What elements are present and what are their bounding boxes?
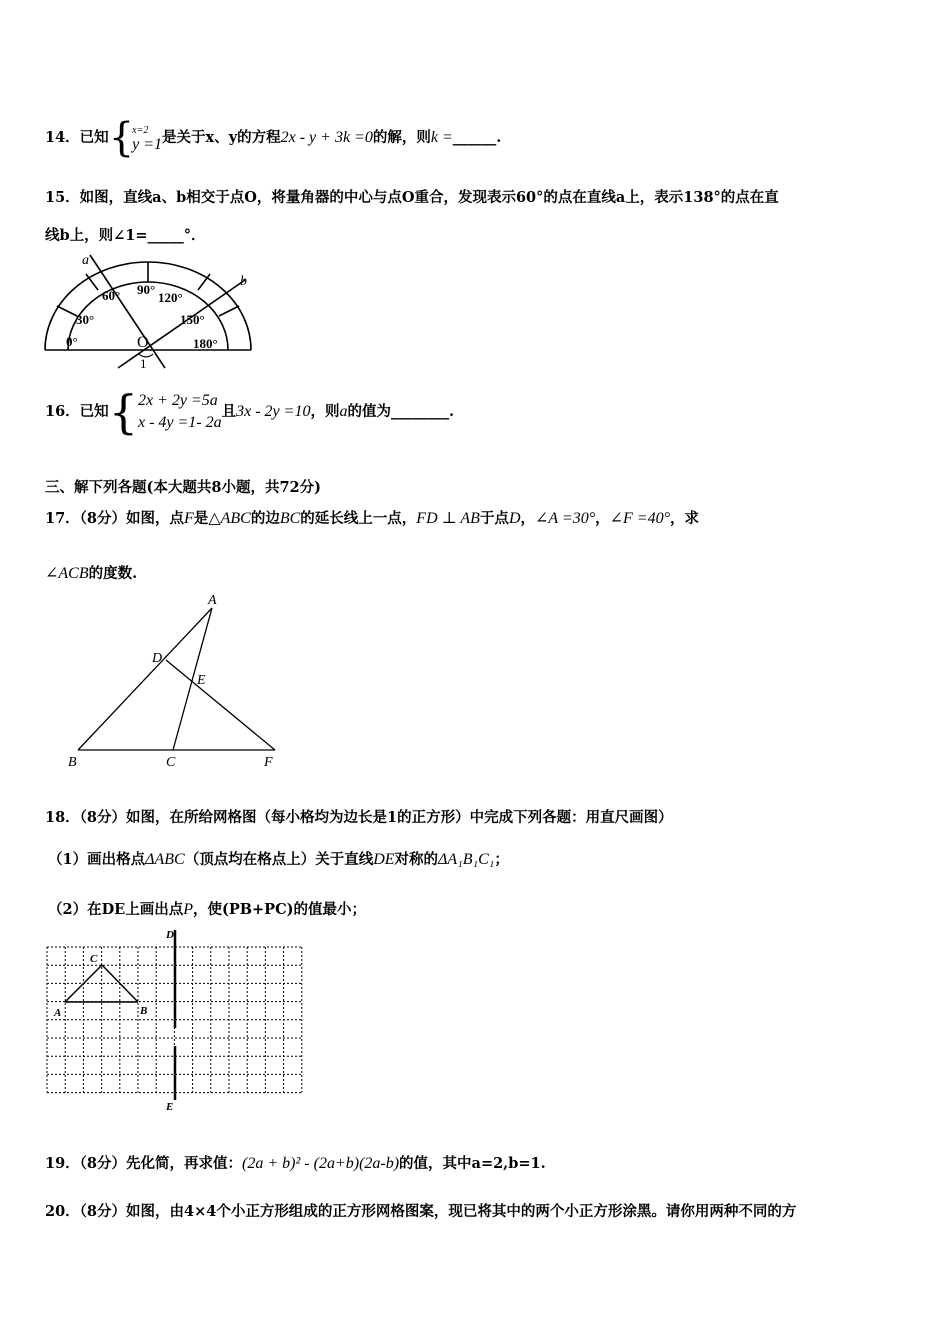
system-brace: { [108, 115, 135, 161]
q18-text: （顶点均在格点上）关于直线 [184, 851, 374, 868]
deg-90: 90° [137, 282, 156, 297]
q14-end: . [496, 129, 502, 146]
deg-120: 120° [158, 290, 183, 305]
q16-eq1: 2x + 2y =5a [137, 392, 218, 409]
q16-then: ，则 [310, 403, 340, 420]
q18-text: ，使(PB+PC)的值最小； [193, 901, 366, 918]
line-a-label: a [82, 253, 89, 268]
vertex-C: C [166, 755, 176, 770]
grid-point-E: E [166, 1101, 174, 1113]
question-14 [45, 115, 502, 161]
q18-text: ； [494, 851, 509, 868]
q16-number: 16．已知 [45, 403, 109, 420]
vertex-A: A [208, 593, 217, 608]
grid-figure [40, 928, 315, 1113]
q18-line-de: DE [373, 851, 395, 868]
q16-a: a [339, 403, 348, 420]
point-F: F [264, 755, 273, 770]
grid-vertex-C: C [90, 953, 98, 965]
question-15-line2: 线b上，则∠1=_____°． [45, 227, 206, 244]
deg-0: 0° [66, 334, 78, 349]
section-3-heading: 三、解下列各题(本大题共8小题，共72分) [45, 479, 321, 496]
deg-30: 30° [76, 312, 95, 327]
q14-tail: 的解，则 [372, 129, 431, 146]
q17-angle-F: ∠F =40° [609, 510, 670, 527]
deg-180: 180° [193, 336, 218, 351]
q17-text: ， [595, 510, 610, 527]
q17-text: 于点 [479, 510, 509, 527]
q18-triangle: ΔABC [145, 851, 185, 868]
question-16 [45, 385, 455, 439]
q14-blank: ______ [452, 129, 497, 146]
q17-bc: BC [279, 510, 301, 527]
question-19 [45, 1152, 546, 1173]
q14-system-top: x=2 [132, 125, 149, 136]
q17-text: ， [520, 510, 535, 527]
q17-perp: FD ⊥ AB [416, 510, 480, 527]
q17-text: 的度数. [88, 565, 138, 582]
q17-angle-ACB: ∠ACB [45, 565, 89, 582]
grid-vertex-A: A [54, 1007, 62, 1019]
q17-F: F [184, 510, 194, 527]
deg-150: 150° [180, 312, 205, 327]
q16-eq2: x - 4y =1- 2a [137, 414, 222, 431]
q18-text: （2）在DE上画出点 [48, 901, 184, 918]
q16-and: 且 [221, 403, 237, 420]
protractor-figure [40, 250, 270, 375]
vertex-B: B [68, 755, 77, 770]
deg-60: 60° [102, 288, 121, 303]
q16-tail: 的值为________. [347, 403, 455, 420]
line-b-label: b [240, 274, 247, 289]
question-18-part2 [48, 898, 366, 919]
question-17-line1 [45, 507, 699, 528]
q16-eq3: 3x - 2y =10 [236, 403, 311, 420]
q19-tail: 的值，其中a=2,b=1. [399, 1155, 546, 1172]
q19-number: 19．（8分）先化简，再求值： [45, 1155, 243, 1172]
question-17-line2 [45, 562, 137, 583]
q17-triangle: △ABC [208, 510, 251, 527]
q14-k: k = [430, 129, 453, 146]
q17-D: D [508, 510, 521, 527]
angle-1-label: 1 [140, 356, 147, 371]
question-18-line1: 18．（8分）如图，在所给网格图（每小格均为边长是1的正方形）中完成下列各题：用直尺画图） [45, 809, 673, 826]
question-18-part1 [48, 848, 509, 869]
system-brace: { [108, 385, 138, 439]
question-20-line1: 20．（8分）如图，由4×4个小正方形组成的正方形网格图案，现已将其中的两个小正方形涂黑。请你用两种不同的方 [45, 1203, 797, 1220]
q18-text: （1）画出格点 [48, 851, 146, 868]
center-o-label: O [137, 334, 149, 351]
q18-text: 对称的 [394, 851, 439, 868]
q17-text: ，求 [669, 510, 699, 527]
q14-mid: 是关于x、y的方程 [162, 129, 281, 146]
q17-text: 的边 [250, 510, 280, 527]
q14-equation: 2x - y + 3k =0 [280, 129, 373, 146]
q17-number: 17．（8分）如图，点 [45, 510, 185, 527]
q19-expression: (2a + b)² - (2a+b)(2a-b) [242, 1155, 400, 1172]
point-E: E [197, 673, 206, 688]
triangle-figure [60, 590, 290, 775]
q14-system-bottom: y =1 [132, 136, 163, 153]
question-15-line1: 15．如图，直线a、b相交于点O，将量角器的中心与点O重合，发现表示60°的点在直线a上，表示138°的点在直 [45, 189, 779, 206]
q18-point-p: P [183, 901, 193, 918]
grid-point-D: D [166, 929, 174, 941]
q17-text: 的延长线上一点， [300, 510, 417, 527]
q17-angle-A: ∠A =30° [535, 510, 596, 527]
q14-number: 14．已知 [45, 129, 109, 146]
point-D: D [152, 651, 163, 666]
q17-text: 是 [193, 510, 209, 527]
grid-vertex-B: B [140, 1005, 148, 1017]
q18-triangle-image: ΔA₁B₁C₁ [438, 851, 495, 868]
